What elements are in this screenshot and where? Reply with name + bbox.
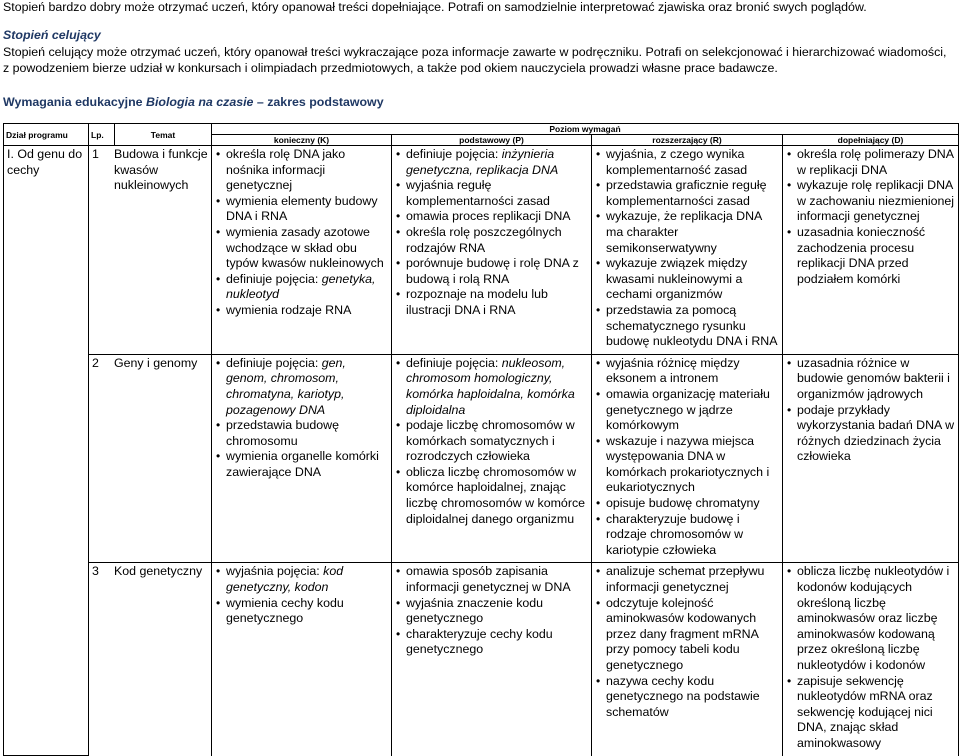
table-row	[4, 146, 959, 355]
list-item: • podaje liczbę chromosomów w komórkach somatycznych i rozrodczych człowieka	[406, 418, 588, 465]
list-item: • wymienia elementy budowy DNA i RNA	[226, 194, 388, 225]
list-item: • oblicza liczbę chromosomów w komórce haploidalnej, znając liczbę chromosomów w komórce diploidalnej danego organizmu	[406, 465, 588, 527]
grade-celujacy-heading: Stopień celujący	[3, 28, 101, 42]
requirements-r-cell	[592, 563, 783, 756]
list-item: • odczytuje kolejność aminokwasów kodowanych przez dany fragment mRNA przy pomocy tabeli kodu genetycznego	[606, 596, 779, 674]
lp-number: 2	[92, 355, 99, 370]
topic-name: Geny i genomy	[114, 355, 198, 370]
header-temat: Temat	[115, 124, 212, 146]
list-item: • definiuje pojęcia: inżynieria genetyczna, replikacja DNA	[406, 147, 588, 178]
list-item: • przedstawia za pomocą schematycznego rysunku budowę nukleotydu DNA i RNA	[606, 303, 779, 350]
lp-number: 1	[92, 147, 99, 161]
requirements-k-cell	[212, 354, 392, 563]
list-item: • wyjaśnia znaczenie kodu genetycznego	[406, 596, 588, 627]
topic-name: Budowa i funkcje kwasów nukleinowych	[114, 147, 208, 193]
list-item: • uzasadnia różnice w budowie genomów bakterii i organizmów jądrowych	[797, 356, 955, 403]
list-item: • nazywa cechy kodu genetycznego na podstawie schematów	[606, 674, 779, 721]
list-item: • wymienia organelle komórki zawierające DNA	[226, 449, 388, 480]
list-item: • wymienia rodzaje RNA	[226, 303, 388, 319]
grade-celujacy-text: Stopień celujący może otrzymać uczeń, który opanował treści wykraczające poza informacje zawarte w podręczniku. Potrafi on selekcjonować i hierarchizować wiadomości, z powodzeniem bierze udział w konkursach i olimpiadach przedmiotowych, a także pod okiem nauczyciela prowadzi własne prace badawcze.	[3, 45, 947, 75]
list-item: • określa rolę poszczególnych rodzajów RNA	[406, 225, 588, 256]
requirements-p-cell	[392, 146, 592, 355]
topic-cell	[89, 563, 212, 756]
list-item: • rozpoznaje na modelu lub ilustracji DNA i RNA	[406, 287, 588, 318]
list-item: • określa rolę polimerazy DNA w replikacji DNA	[797, 147, 955, 178]
requirements-d-cell	[783, 354, 959, 563]
header-poziom: Poziom wymagań	[212, 124, 959, 135]
header-level-d: dopełniający (D)	[783, 135, 959, 146]
list-item: • przedstawia budowę chromosomu	[226, 418, 388, 449]
requirements-table	[3, 123, 959, 756]
requirements-d-cell	[783, 563, 959, 756]
topic-cell	[89, 354, 212, 563]
header-lp: Lp.	[89, 124, 115, 146]
requirements-k-cell	[212, 146, 392, 355]
list-item: • uzasadnia konieczność zachodzenia procesu replikacji DNA przed podziałem komórki	[797, 225, 955, 287]
list-item: • omawia sposób zapisania informacji genetycznej w DNA	[406, 564, 588, 595]
list-item: • analizuje schemat przepływu informacji genetycznej	[606, 564, 779, 595]
list-item: • wskazuje i nazywa miejsca występowania DNA w komórkach prokariotycznych i eukariotycznych	[606, 434, 779, 496]
list-item: • zapisuje sekwencję nukleotydów mRNA oraz sekwencję kodującej nici DNA, znając skład aminokwasowy	[797, 674, 955, 752]
topic-cell	[89, 146, 212, 355]
list-item: • wyjaśnia regułę komplementarności zasad	[406, 178, 588, 209]
list-item: • definiuje pojęcia: nukleosom, chromosom homologiczny, komórka haploidalna, komórka diploidalna	[406, 356, 588, 418]
grade-bardzo-dobry-text: Stopień bardzo dobry może otrzymać uczeń, który opanował treści dopełniające. Potrafi on samodzielnie interpretować zjawiska oraz bronić swych poglądów.	[3, 0, 867, 14]
list-item: • wymienia cechy kodu genetycznego	[226, 596, 388, 627]
list-item: • wymienia zasady azotowe wchodzące w skład obu typów kwasów nukleinowych	[226, 225, 388, 272]
list-item: • charakteryzuje cechy kodu genetycznego	[406, 627, 588, 658]
requirements-title-prefix: Wymagania edukacyjne	[3, 95, 147, 109]
requirements-title	[3, 95, 384, 111]
list-item: • omawia organizację materiału genetycznego w jądrze komórkowym	[606, 387, 779, 434]
dzial-cell: I. Od genu do cechy	[4, 146, 89, 756]
list-item: • wyjaśnia różnicę między eksonem a intronem	[606, 356, 779, 387]
list-item: • oblicza liczbę nukleotydów i kodonów kodujących określoną liczbę aminokwasów oraz liczbę aminokwasów kodowaną przez określoną liczbę nukleotydów i kodonów	[797, 564, 955, 673]
list-item: • podaje przykłady wykorzystania badań DNA w różnych dziedzinach życia człowieka	[797, 403, 955, 465]
header-level-p: podstawowy (P)	[392, 135, 592, 146]
list-item: • porównuje budowę i rolę DNA z budową i rolą RNA	[406, 256, 588, 287]
header-level-k: konieczny (K)	[212, 135, 392, 146]
requirements-p-cell	[392, 563, 592, 756]
list-item: • wykazuje, że replikacja DNA ma charakter semikonserwatywny	[606, 209, 779, 256]
requirements-k-cell	[212, 563, 392, 756]
table-row	[4, 563, 959, 756]
requirements-r-cell	[592, 354, 783, 563]
list-item: • charakteryzuje budowę i rodzaje chromosomów w kariotypie człowieka	[606, 512, 779, 559]
list-item: • wyjaśnia pojęcia: kod genetyczny, kodon	[226, 564, 388, 595]
table-row	[4, 354, 959, 563]
requirements-d-cell	[783, 146, 959, 355]
header-level-r: rozszerzający (R)	[592, 135, 783, 146]
list-item: • definiuje pojęcia: gen, genom, chromosom, chromatyna, kariotyp, pozagenowy DNA	[226, 356, 388, 418]
requirements-title-subject: Biologia na czasie	[146, 95, 254, 109]
list-item: • omawia proces replikacji DNA	[406, 209, 588, 225]
list-item: • przedstawia graficznie regułę komplementarności zasad	[606, 178, 779, 209]
lp-number: 3	[92, 564, 99, 579]
list-item: • wykazuje rolę replikacji DNA w zachowaniu niezmienionej informacji genetycznej	[797, 178, 955, 225]
list-item: • określa rolę DNA jako nośnika informacji genetycznej	[226, 147, 388, 194]
list-item: • wykazuje związek między kwasami nukleinowymi a cechami organizmów	[606, 256, 779, 303]
list-item: • definiuje pojęcia: genetyka, nukleotyd	[226, 272, 388, 303]
requirements-p-cell	[392, 354, 592, 563]
list-item: • opisuje budowę chromatyny	[606, 496, 779, 512]
requirements-r-cell	[592, 146, 783, 355]
list-item: • wyjaśnia, z czego wynika komplementarność zasad	[606, 147, 779, 178]
topic-name: Kod genetyczny	[114, 564, 203, 579]
header-dzial: Dział programu	[4, 124, 89, 146]
requirements-title-suffix: – zakres podstawowy	[253, 95, 384, 109]
requirements-body	[4, 146, 959, 756]
